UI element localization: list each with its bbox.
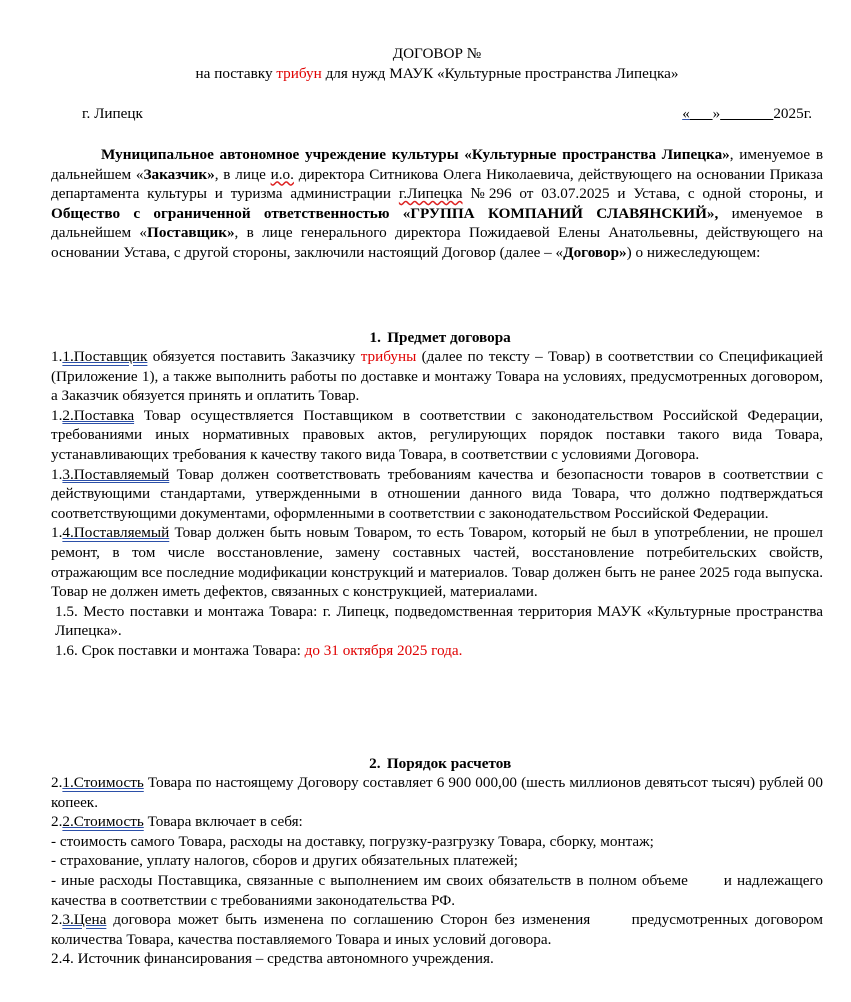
clause-1-2: 1.2.Поставка Товар осуществляется Поставщиком в соответствии с законодательством Российской Федерации, требованиями иных нормативных правовых актов, регулирующих порядок поставки такого вида Товара, устанавливающих требования к качеству такого вида Товара, в соответствии с условиями Договора. [51, 406, 823, 463]
clause-2-3: 2.3.Цена договора может быть изменена по соглашению Сторон без изменения предусмотренных договором количества Товара, качества поставляемого Товара и иных условий договора. [51, 911, 827, 948]
title-line1: ДОГОВОР № [392, 45, 482, 62]
city: г. Липецк [82, 105, 143, 122]
bullet-item: - страхование, уплату налогов, сборов и других обязательных платежей; [51, 852, 519, 870]
clause-1-6: 1.6. Срок поставки и монтажа Товара: до 31 октября 2025 года. [55, 641, 463, 659]
clause-2-4: 2.4. Источник финансирования – средства автономного учреждения. [51, 950, 494, 968]
clause-2-1: 2.1.Стоимость Товара по настоящему Договору составляет 6 900 000,00 (шесть миллионов девятьсот тысяч) рублей 00 копеек. [51, 774, 823, 811]
contract-date: « » 2025г. [682, 105, 812, 122]
clause-1-1: 1.1.Поставщик обязуется поставить Заказчику трибуны (далее по тексту – Товар) в соответствии со Спецификацией (Приложение 1), а также выполнить работы по доставке и монтажу Товара на условиях, предусмотренных договором, а Заказчик обязуется принять и оплатить Товар. [51, 348, 823, 405]
title-line2: на поставку трибун для нужд МАУК «Культурные пространства Липецка» [195, 64, 679, 82]
clause-1-5: 1.5. Место поставки и монтажа Товара: г. Липецк, подведомственная территория МАУК «Культурные пространства Липецка». [55, 602, 823, 640]
clause-1-4: 1.4.Поставляемый Товар должен быть новым Товаром, то есть Товаром, который не был в употреблении, не прошел ремонт, в том числе восстановление, замену составных частей, восстановление потребительских свойств, отражающим все последние модификации конструкций и материалов. Товар должен быть не ранее 2025 года выпуска. Товар не должен иметь дефектов, связанных с конструкцией, материалами. [51, 524, 823, 601]
preamble-paragraph: Муниципальное автономное учреждение культуры «Культурные пространства Липецка», именуемое в дальнейшем «Заказчик», в лице и.о. директора Ситникова Олега Николаевича, действующего на основании Приказа департамента культуры и туризма администрации г.Липецка №296 от 03.07.2025 и Устава, с одной стороны, и Общество с ограниченной ответственностью «ГРУППА КОМПАНИЙ СЛАВЯНСКИЙ», именуемое в дальнейшем «Поставщик», в лице генерального директора Пожидаевой Елены Анатольевны, действующего на основании Устава, с другой стороны, заключили настоящий Договор (далее – «Договор») о нижеследующем: [51, 146, 824, 261]
title-red-word: трибун [276, 64, 322, 82]
section1-heading: 1. Предмет договора [369, 329, 511, 346]
clause-1-3: 1.3.Поставляемый Товар должен соответствовать требованиям качества и безопасности товаров в соответствии с действующими стандартами, утвержденными в отношении данного вида Товара, что должно подтверждаться соответствующими документами, оформленными в соответствии с законодательством Российской Федерации. [51, 465, 823, 522]
bullet-item: - иные расходы Поставщика, связанные с выполнением им своих обязательств в полном объеме и надлежащего качества в соответствии с требованиями законодательства РФ. [51, 871, 827, 909]
section1-body [51, 347, 823, 661]
place-date-row [82, 104, 812, 124]
clause-2-2: 2.2.Стоимость Товара включает в себя: [51, 813, 303, 831]
bullet-item: - стоимость самого Товара, расходы на доставку, погрузку-разгрузку Товара, сборку, монтаж; [51, 832, 654, 850]
section2-body [51, 773, 827, 969]
section2-heading: 2. Порядок расчетов [369, 755, 512, 772]
contract-title [51, 44, 823, 83]
